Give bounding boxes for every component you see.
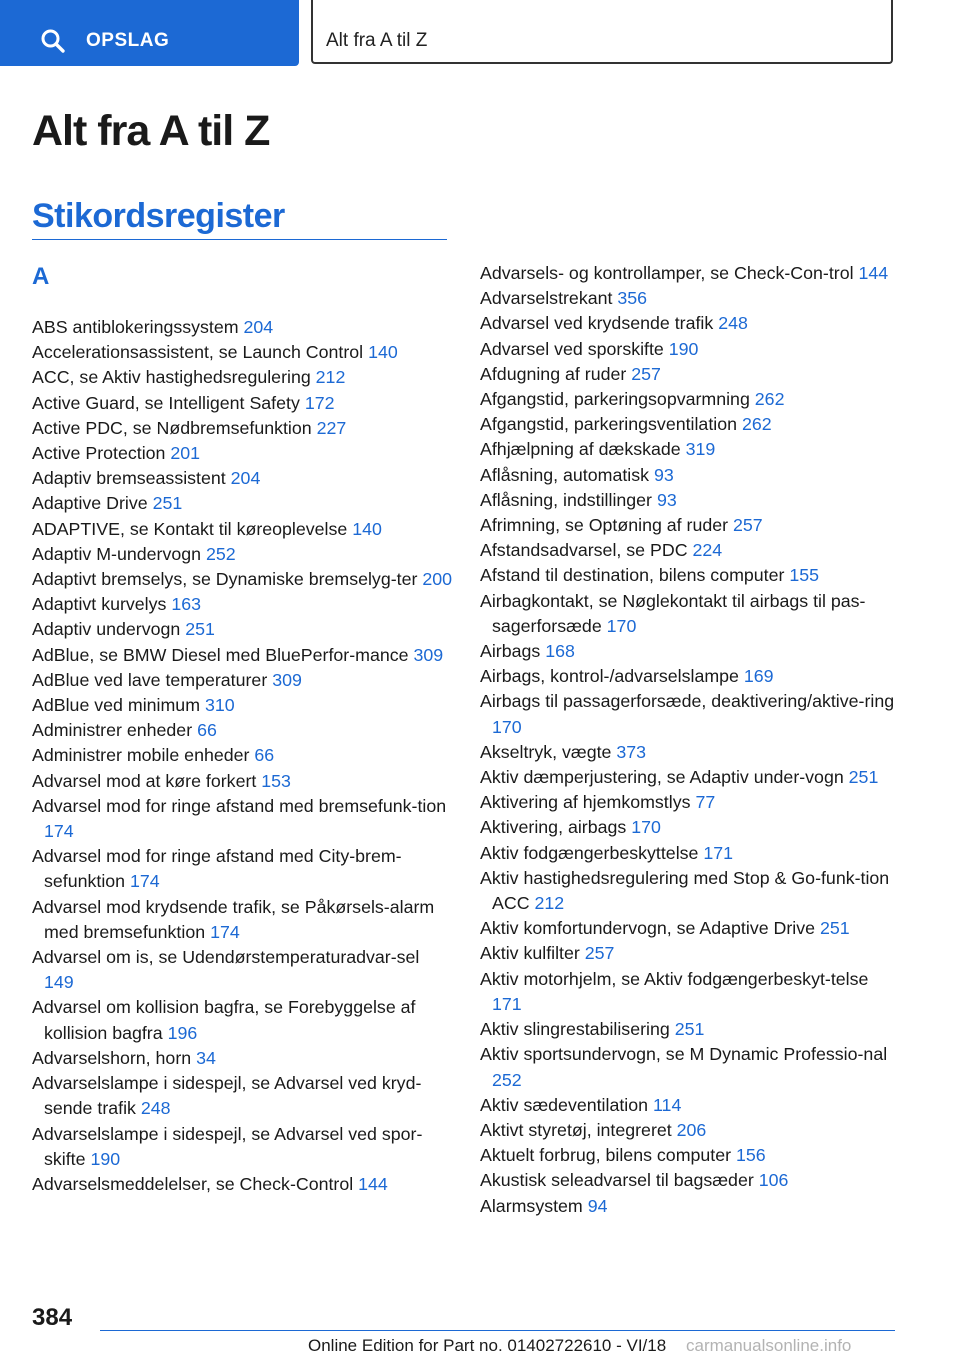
index-entry-text: ADAPTIVE, se Kontakt til køreoplevelse xyxy=(32,518,348,539)
index-entry xyxy=(32,391,452,416)
page-link[interactable]: 251 xyxy=(185,619,215,640)
page-link[interactable]: 309 xyxy=(413,644,444,665)
index-entry xyxy=(32,1122,452,1172)
index-entry xyxy=(480,664,900,689)
index-column-left xyxy=(32,315,452,1197)
index-entry-text: Advarsel mod for ringe afstand med bremsefunk-tion xyxy=(32,795,447,816)
page-link[interactable]: 196 xyxy=(167,1022,198,1043)
page-link[interactable]: 262 xyxy=(741,414,772,435)
index-entry xyxy=(32,340,452,365)
index-entry xyxy=(480,513,900,538)
search-label: OPSLAG xyxy=(86,30,170,51)
index-entry-text: Airbags til passagerforsæde, deaktivering/aktive-ring xyxy=(480,691,895,712)
page-link[interactable]: 170 xyxy=(492,716,522,737)
index-entry xyxy=(32,718,452,743)
index-entry-text: Active PDC, se Nødbremsefunktion xyxy=(32,417,312,438)
index-entry xyxy=(480,815,900,840)
page-link[interactable]: 93 xyxy=(653,464,674,485)
footer-divider xyxy=(100,1330,895,1331)
index-entry-text: Akustisk seleadvarsel til bagsæder xyxy=(480,1170,754,1191)
page-link[interactable]: 252 xyxy=(492,1069,522,1090)
index-entry-text: Advarsel om kollision bagfra, se Forebyggelse af kollision bagfra xyxy=(32,997,416,1043)
index-entry-text: Airbags, kontrol-/advarselslampe xyxy=(480,666,739,687)
index-entry-text: Active Guard, se Intelligent Safety xyxy=(32,392,300,413)
index-entry xyxy=(32,315,452,340)
index-entry-text: Advarselslampe i sidespejl, se Advarsel ved kryd-sende trafik xyxy=(32,1073,422,1119)
index-entry-text: Advarsel ved sporskifte xyxy=(480,338,664,359)
index-entry-text: Afgangstid, parkeringsopvarmning xyxy=(480,389,750,410)
page-link[interactable]: 155 xyxy=(789,565,820,586)
index-entry xyxy=(480,689,900,739)
watermark: carmanualsonline.info xyxy=(686,1336,852,1355)
page-link[interactable]: 257 xyxy=(631,363,661,384)
page-link[interactable]: 66 xyxy=(197,720,217,741)
index-entry xyxy=(480,916,900,941)
index-entry xyxy=(480,1118,900,1143)
page-link[interactable]: 174 xyxy=(44,821,74,842)
index-entry xyxy=(480,765,900,790)
index-entry xyxy=(480,967,900,1017)
page-link[interactable]: 190 xyxy=(90,1148,121,1169)
index-entry-text: Advarsel om is, se Udendørstemperaturadvar-sel xyxy=(32,947,420,968)
index-entry-text: Aktiv kulfilter xyxy=(480,943,580,964)
index-entry-text: Aflåsning, indstillinger xyxy=(480,489,652,510)
index-entry xyxy=(480,362,900,387)
index-entry-text: Aflåsning, automatisk xyxy=(480,464,650,485)
index-entry-text: Afrimning, se Optøning af ruder xyxy=(480,515,729,536)
page-link[interactable]: 248 xyxy=(140,1098,171,1119)
index-entry xyxy=(32,491,452,516)
index-entry xyxy=(32,365,452,390)
index-entry-text: Advarselslampe i sidespejl, se Advarsel ved spor-skifte xyxy=(32,1123,423,1169)
page-link[interactable]: 257 xyxy=(733,515,763,536)
index-entry xyxy=(32,693,452,718)
search-icon xyxy=(40,28,66,54)
page-link[interactable]: 204 xyxy=(230,468,261,489)
index-entry xyxy=(32,416,452,441)
index-entry xyxy=(480,563,900,588)
index-entry xyxy=(32,517,452,542)
page-link[interactable]: 144 xyxy=(858,263,889,283)
subtitle-divider xyxy=(32,239,447,240)
page-link[interactable]: 153 xyxy=(261,770,291,791)
index-entry xyxy=(480,311,900,336)
index-entry-text: Aktiv komfortundervogn, se Adaptive Drive xyxy=(480,918,816,939)
index-entry-text: Adaptive Drive xyxy=(32,493,148,514)
page-link[interactable]: 174 xyxy=(130,871,160,892)
page-link[interactable]: 66 xyxy=(254,745,275,766)
page-link[interactable]: 356 xyxy=(617,288,648,309)
page-link[interactable]: 140 xyxy=(368,342,398,363)
index-entry-text: Adaptiv bremseassistent xyxy=(32,468,226,489)
index-entry-text: Advarselshorn, horn xyxy=(32,1047,192,1068)
page-link[interactable]: 310 xyxy=(204,695,235,716)
index-entry xyxy=(480,1168,900,1193)
page-link[interactable]: 34 xyxy=(196,1047,216,1068)
index-entry xyxy=(480,790,900,815)
page-link[interactable]: 114 xyxy=(652,1094,682,1115)
page-link[interactable]: 373 xyxy=(616,741,647,762)
index-entry xyxy=(480,286,900,311)
top-navigation xyxy=(0,0,960,66)
index-entry xyxy=(480,538,900,563)
index-entry-text: Aktiv slingrestabilisering xyxy=(480,1019,670,1040)
index-entry xyxy=(32,1046,452,1071)
index-entry xyxy=(480,437,900,462)
index-entry xyxy=(32,1172,452,1197)
index-entry xyxy=(480,1017,900,1042)
page-link[interactable]: 262 xyxy=(754,389,785,410)
page-link[interactable]: 156 xyxy=(736,1145,766,1166)
page-link[interactable]: 168 xyxy=(545,641,575,662)
index-entry xyxy=(32,567,452,592)
index-entry-text: Advarsel mod for ringe afstand med City-brem-sefunktion xyxy=(32,846,402,892)
page-link[interactable]: 227 xyxy=(316,417,347,438)
page-link[interactable]: 171 xyxy=(703,842,734,863)
page-link[interactable]: 224 xyxy=(692,540,723,561)
index-entry-text: Accelerationsassistent, se Launch Control xyxy=(32,342,364,363)
breadcrumb[interactable] xyxy=(311,0,893,64)
page-link[interactable]: 251 xyxy=(152,493,183,514)
index-entry xyxy=(480,488,900,513)
index-entry-text: Aktiv hastighedsregulering med Stop & Go-funk-tion ACC xyxy=(480,867,890,914)
index-entry-text: Afgangstid, parkeringsventilation xyxy=(480,414,737,435)
index-entry-text: AdBlue, se BMW Diesel med BluePerfor-mance xyxy=(32,644,409,665)
index-entry xyxy=(480,589,900,639)
index-entry-text: Aktiv dæmperjustering, se Adaptiv under-vogn xyxy=(480,767,844,788)
index-column-right xyxy=(480,261,900,1219)
page-link[interactable]: 172 xyxy=(304,392,335,413)
page-number: 384 xyxy=(32,1304,73,1331)
page-link[interactable]: 252 xyxy=(205,543,236,564)
index-entry-text: ACC, se Aktiv hastighedsregulering xyxy=(32,367,311,388)
index-entry-text: Adaptivt kurvelys xyxy=(32,594,167,615)
index-entry-text: Afstandsadvarsel, se PDC xyxy=(480,540,688,561)
index-entry-text: Afhjælpning af dækskade xyxy=(480,439,681,460)
index-entry-text: Alarmsystem xyxy=(480,1195,583,1216)
page-link[interactable]: 212 xyxy=(534,893,565,914)
index-entry-text: Aktuelt forbrug, bilens computer xyxy=(480,1145,732,1166)
index-entry xyxy=(32,643,452,668)
footer-edition: Online Edition for Part no. 01402722610 - VI/18 xyxy=(308,1336,667,1355)
index-entry xyxy=(32,617,452,642)
index-entry xyxy=(480,412,900,437)
index-entry xyxy=(480,387,900,412)
index-entry xyxy=(480,463,900,488)
page-link[interactable]: 77 xyxy=(695,792,716,813)
search-button[interactable] xyxy=(0,0,299,66)
index-entry xyxy=(32,895,452,945)
page-link[interactable]: 248 xyxy=(718,313,748,334)
index-entry-text: Aktivering af hjemkomstlys xyxy=(480,792,691,813)
index-entry-text: Advarselstrekant xyxy=(480,288,613,309)
index-entry xyxy=(32,743,452,768)
index-entry-text: Administrer mobile enheder xyxy=(32,745,250,766)
index-entry xyxy=(32,945,452,995)
page-link[interactable]: 144 xyxy=(358,1173,388,1194)
page-link[interactable]: 140 xyxy=(352,518,382,539)
index-entry xyxy=(32,441,452,466)
page-link[interactable]: 251 xyxy=(848,767,879,788)
index-entry-text: Airbagkontakt, se Nøglekontakt til airbags til pas-sagerforsæde xyxy=(480,590,866,636)
index-entry-text: Advarsels- og kontrollamper, se Check-Con-trol xyxy=(480,263,854,283)
page-link[interactable]: 149 xyxy=(44,972,74,993)
index-entry-text: Advarselsmeddelelser, se Check-Control xyxy=(32,1173,354,1194)
page-link[interactable]: 309 xyxy=(272,669,302,690)
section-letter: A xyxy=(32,263,50,290)
page-link[interactable]: 251 xyxy=(820,918,850,939)
page-link[interactable]: 169 xyxy=(743,666,774,687)
index-entry xyxy=(32,995,452,1045)
index-entry xyxy=(32,794,452,844)
page-link[interactable]: 106 xyxy=(758,1170,789,1191)
index-entry-text: Adaptiv M-undervogn xyxy=(32,543,202,564)
index-entry-text: Advarsel mod at køre forkert xyxy=(32,770,257,791)
page-link[interactable]: 319 xyxy=(685,439,716,460)
page-link[interactable]: 174 xyxy=(210,921,240,942)
page-link[interactable]: 251 xyxy=(674,1019,705,1040)
index-entry xyxy=(480,1093,900,1118)
index-entry-text: Advarsel mod krydsende trafik, se Påkørsels-alarm med bremsefunktion xyxy=(32,896,435,942)
page-link[interactable]: 163 xyxy=(171,594,202,615)
index-entry-text: Aktiv sportsundervogn, se M Dynamic Professio-nal xyxy=(480,1044,888,1065)
index-entry xyxy=(480,740,900,765)
index-entry xyxy=(480,866,900,916)
index-entry-text: Active Protection xyxy=(32,443,166,464)
index-entry xyxy=(32,1071,452,1121)
page-link[interactable]: 94 xyxy=(587,1195,608,1216)
index-entry xyxy=(32,542,452,567)
page-title: Alt fra A til Z xyxy=(32,107,270,155)
index-entry-text: ABS antiblokeringssystem xyxy=(32,317,239,337)
index-entry-text: Advarsel ved krydsende trafik xyxy=(480,313,714,334)
index-entry-text: Akseltryk, vægte xyxy=(480,741,612,762)
index-entry xyxy=(480,639,900,664)
index-entry-text: Adaptivt bremselys, se Dynamiske bremselyg-ter xyxy=(32,569,418,590)
index-entry-text: Afdugning af ruder xyxy=(480,363,627,384)
index-entry-text: AdBlue ved minimum xyxy=(32,695,201,716)
page-link[interactable]: 212 xyxy=(315,367,346,388)
page-link[interactable]: 171 xyxy=(492,993,522,1014)
index-entry xyxy=(480,261,900,286)
index-entry xyxy=(480,941,900,966)
page-link[interactable]: 201 xyxy=(170,443,201,464)
index-entry xyxy=(32,769,452,794)
index-entry xyxy=(32,668,452,693)
page-link[interactable]: 190 xyxy=(668,338,699,359)
index-entry-text: Aktivt styretøj, integreret xyxy=(480,1119,672,1140)
page-subtitle: Stikordsregister xyxy=(32,197,285,235)
page-link[interactable]: 93 xyxy=(656,489,677,510)
page-link[interactable]: 204 xyxy=(243,317,274,337)
index-entry xyxy=(480,1143,900,1168)
index-entry-text: AdBlue ved lave temperaturer xyxy=(32,669,268,690)
index-entry-text: Aktiv motorhjelm, se Aktiv fodgængerbeskyt-telse xyxy=(480,968,869,989)
index-entry xyxy=(480,841,900,866)
page-link[interactable]: 170 xyxy=(631,817,661,838)
index-entry xyxy=(32,844,452,894)
breadcrumb-text: Alt fra A til Z xyxy=(326,30,428,51)
index-entry xyxy=(480,337,900,362)
page-link[interactable]: 206 xyxy=(676,1119,707,1140)
index-entry-text: Airbags xyxy=(480,641,541,662)
index-entry-text: Adaptiv undervogn xyxy=(32,619,181,640)
index-entry-text: Aktiv fodgængerbeskyttelse xyxy=(480,842,699,863)
index-entry-text: Aktiv sædeventilation xyxy=(480,1094,649,1115)
page-link[interactable]: 170 xyxy=(606,615,637,636)
index-entry-text: Aktivering, airbags xyxy=(480,817,627,838)
page-link[interactable]: 257 xyxy=(584,943,615,964)
index-entry xyxy=(480,1042,900,1092)
index-entry xyxy=(480,1194,900,1219)
page-link[interactable]: 200 xyxy=(422,569,453,590)
index-entry-text: Administrer enheder xyxy=(32,720,193,741)
index-entry-text: Afstand til destination, bilens computer xyxy=(480,565,785,586)
index-entry xyxy=(32,466,452,491)
index-entry xyxy=(32,592,452,617)
